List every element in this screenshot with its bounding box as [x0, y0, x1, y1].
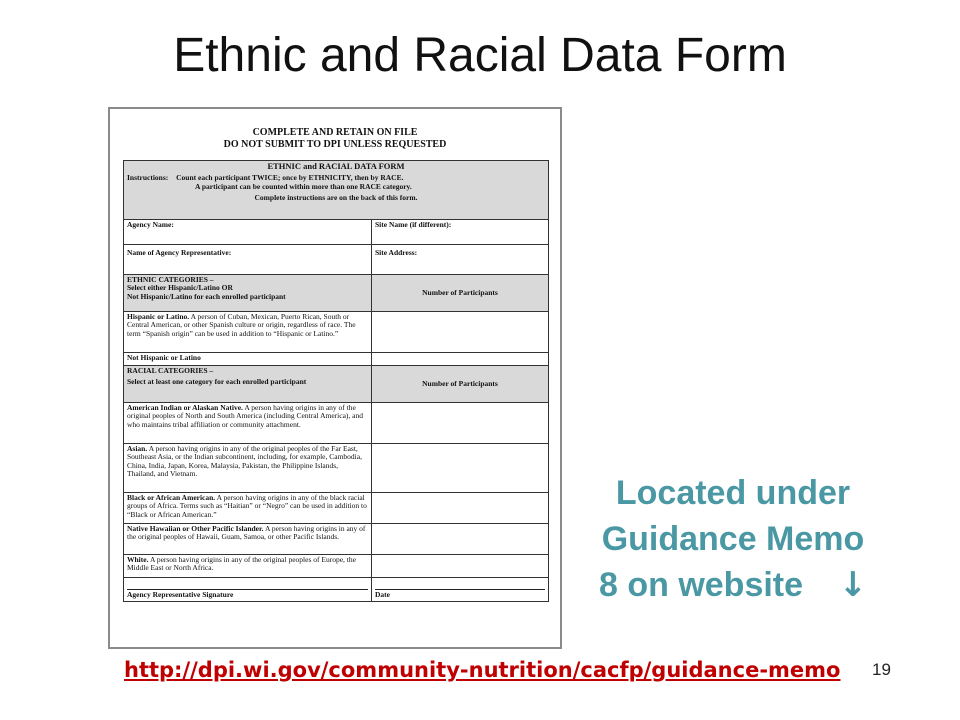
race-count-field[interactable]: [372, 524, 549, 555]
form-title-row: [124, 161, 549, 220]
form-image: [108, 107, 562, 649]
ethnic-header-row: [124, 275, 549, 312]
site-address-label: Site Address:: [372, 245, 549, 275]
race-count-field[interactable]: [372, 493, 549, 524]
date-cell[interactable]: [372, 578, 549, 602]
race-row: [124, 493, 549, 524]
race-desc: A person having origins in any of the original peoples of the Far East, Southeast Asia, or the Indian subcontinent, including, for example, Cambodia, China, India, Japan, Korea, Malaysia, Pakistan, the Philippine Islands, Thailand, and Vietnam.: [127, 444, 362, 479]
instructions-line3: Complete instructions are on the back of this form.: [254, 193, 418, 203]
form-title: ETHNIC and RACIAL DATA FORM: [267, 161, 405, 171]
race-desc: A person having origins in any of the original peoples of Europe, the Middle East or North Africa.: [127, 555, 356, 573]
racial-header-line1: RACIAL CATEGORIES –: [127, 366, 214, 375]
ethnic-header-line2: Select either Hispanic/Latino OR: [127, 283, 233, 293]
race-title: Asian.: [127, 444, 148, 453]
race-cell: [124, 493, 372, 524]
race-desc: A person having origins in any of the original peoples of North and South America (including Central America), and who maintains tribal affiliation or community attachment.: [127, 403, 363, 429]
race-row: [124, 524, 549, 555]
participants-header-ethnic: Number of Participants: [372, 275, 549, 312]
ethnic-header: [124, 275, 372, 312]
race-title: Black or African American.: [127, 493, 216, 502]
race-count-field[interactable]: [372, 555, 549, 578]
not-hispanic-row: [124, 353, 549, 366]
race-count-field[interactable]: [372, 403, 549, 444]
race-count-field[interactable]: [372, 444, 549, 493]
race-title: Native Hawaiian or Other Pacific Islander.: [127, 524, 264, 533]
slide-title: Ethnic and Racial Data Form: [173, 29, 787, 82]
race-row: [124, 403, 549, 444]
race-title: White.: [127, 555, 149, 564]
form-header-line1: COMPLETE AND RETAIN ON FILE: [252, 127, 418, 138]
racial-header-line2: Select at least one category for each enrolled participant: [127, 377, 307, 387]
race-cell: [124, 555, 372, 578]
hispanic-row: [124, 312, 549, 353]
race-desc: A person having origins in any of the black racial groups of Africa. Terms such as “Haitian” or “Negro” can be used in addition to “Black or African American.”: [127, 493, 367, 519]
not-hispanic-count-field[interactable]: [372, 353, 549, 366]
signature-label: Agency Representative Signature: [127, 589, 368, 599]
hispanic-title: Hispanic or Latino.: [127, 312, 190, 321]
racial-header-row: [124, 366, 549, 403]
agency-name-label: Agency Name:: [124, 220, 372, 245]
instructions-line1: Count each participant TWICE; once by ETHNICITY, then by RACE.: [176, 173, 404, 183]
race-cell: [124, 403, 372, 444]
race-row: [124, 555, 549, 578]
arrow-down-icon: ↓: [838, 565, 867, 605]
callout-line3: 8 on website: [598, 566, 804, 604]
date-label: Date: [375, 589, 545, 599]
ethnic-header-line3: Not Hispanic/Latino for each enrolled participant: [127, 291, 286, 301]
race-cell: [124, 524, 372, 555]
ethnic-header-line1: ETHNIC CATEGORIES –: [127, 275, 214, 284]
callout-line2: Guidance Memo: [601, 520, 865, 558]
callout-line1: Located under: [615, 474, 851, 512]
agency-rep-label: Name of Agency Representative:: [124, 245, 372, 275]
race-cell: [124, 444, 372, 493]
guidance-memo-link[interactable]: http://dpi.wi.gov/community-nutrition/cacfp/guidance-memo: [124, 658, 841, 682]
race-desc: A person having origins in any of the original peoples of Hawaii, Guam, Samoa, or other Pacific Islands.: [127, 524, 366, 542]
signature-row: [124, 578, 549, 602]
form-header-line2: DO NOT SUBMIT TO DPI UNLESS REQUESTED: [223, 139, 447, 150]
hispanic-count-field[interactable]: [372, 312, 549, 353]
page-number: 19: [872, 660, 891, 679]
callout-line3-wrap: [568, 562, 898, 608]
signature-cell[interactable]: [124, 578, 372, 602]
instructions-label: Instructions:: [127, 173, 169, 183]
race-row: [124, 444, 549, 493]
data-form-table: [123, 160, 549, 602]
hispanic-desc: A person of Cuban, Mexican, Puerto Rican, South or Central American, or other Spanish culture or origin, regardless of race. The term “Spanish origin” can be used in addition to “Hispanic or Latino.”: [127, 312, 356, 338]
guidance-callout: [568, 470, 898, 608]
rep-row: [124, 245, 549, 275]
participants-header-racial: Number of Participants: [372, 366, 549, 403]
site-name-label: Site Name (if different):: [372, 220, 549, 245]
not-hispanic-label: Not Hispanic or Latino: [124, 353, 372, 366]
agency-row: [124, 220, 549, 245]
instructions-line2: A participant can be counted within more than one RACE category.: [195, 181, 412, 191]
racial-header: [124, 366, 372, 403]
hispanic-cell: [124, 312, 372, 353]
race-title: American Indian or Alaskan Native.: [127, 403, 243, 412]
